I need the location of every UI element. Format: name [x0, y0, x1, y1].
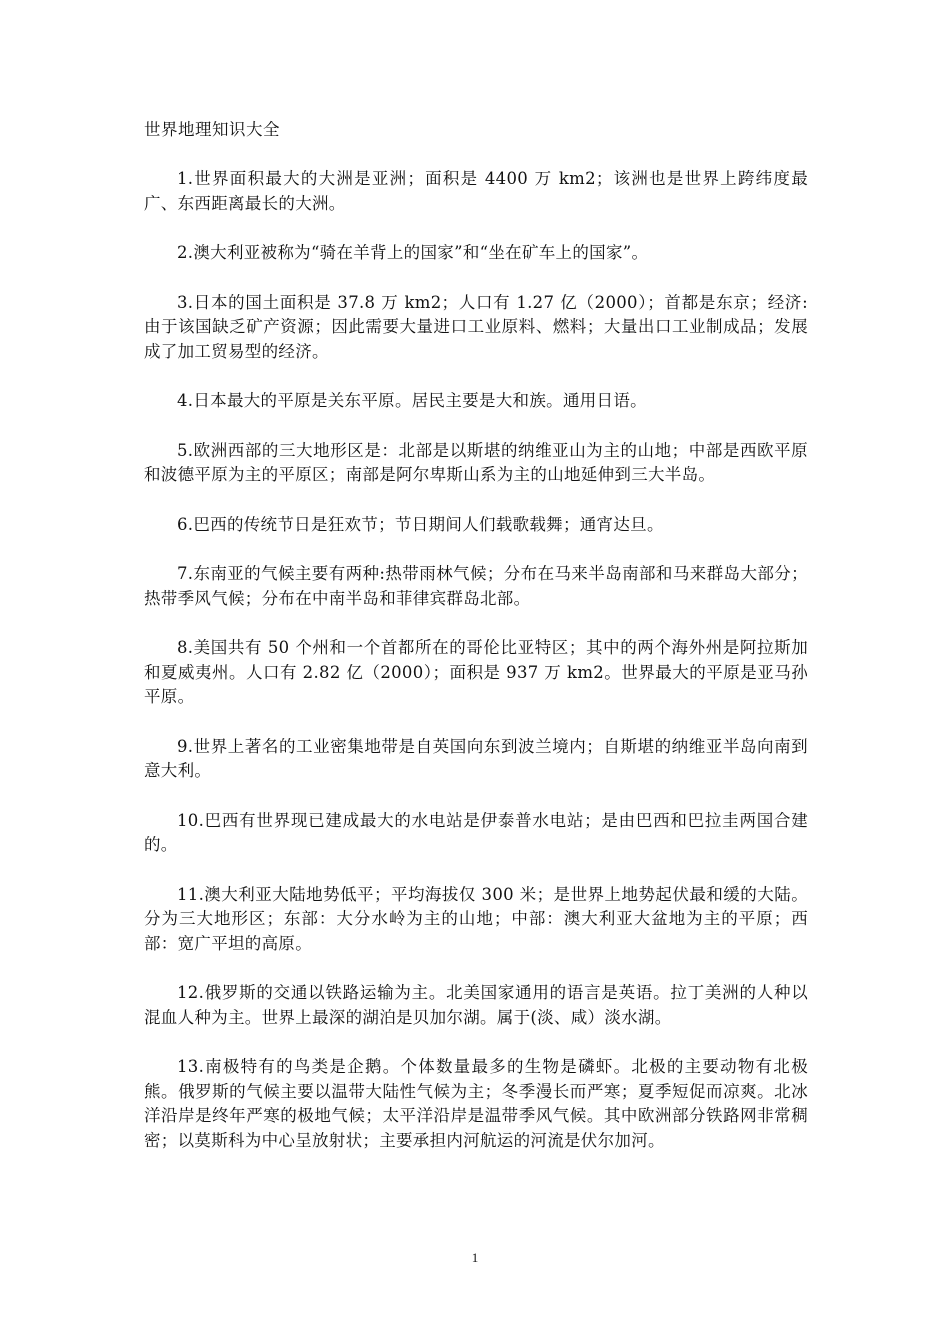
document-title: 世界地理知识大全: [144, 120, 280, 139]
paragraph-3: 3.日本的国土面积是 37.8 万 km2；人口有 1.27 亿（2000）；首都是东京；经济:由于该国缺乏矿产资源；因此需要大量进口工业原料、燃料；大量出口工业制成品；发展成了加工贸易型的经济。: [144, 292, 808, 361]
paragraph-4: 4.日本最大的平原是关东平原。居民主要是大和族。通用日语。: [177, 391, 647, 410]
paragraph-6: 6.巴西的传统节日是狂欢节；节日期间人们载歌载舞；通宵达旦。: [177, 514, 664, 534]
paragraph-9: 9.世界上著名的工业密集地带是自英国向东到波兰境内；自斯堪的纳维亚半岛向南到意大利。: [144, 736, 808, 780]
paragraph-11: 11.澳大利亚大陆地势低平；平均海拔仅 300 米；是世界上地势起伏最和缓的大陆。分为三大地形区；东部：大分水岭为主的山地；中部：澳大利亚大盆地为主的平原；西部：宽广平坦的高原。: [144, 884, 808, 953]
paragraph-13: 13.南极特有的鸟类是企鹅。个体数量最多的生物是磷虾。北极的主要动物有北极熊。俄罗斯的气候主要以温带大陆性气候为主；冬季漫长而严寒；夏季短促而凉爽。北冰洋沿岸是终年严寒的极地气候；太平洋沿岸是温带季风气候。其中欧洲部分铁路网非常稠密；以莫斯科为中心呈放射状；主要承担内河航运的河流是伏尔加河。: [144, 1057, 808, 1150]
paragraph-8: 8.美国共有 50 个州和一个首都所在的哥伦比亚特区；其中的两个海外州是阿拉斯加和夏威夷州。人口有 2.82 亿（2000）；面积是 937 万 km2。世界最大的平原是亚马孙平原。: [144, 638, 808, 706]
paragraph-12: 12.俄罗斯的交通以铁路运输为主。北美国家通用的语言是英语。拉丁美洲的人种以混血人种为主。世界上最深的湖泊是贝加尔湖。属于(淡、咸）淡水湖。: [144, 983, 808, 1027]
paragraph-5: 5.欧洲西部的三大地形区是：北部是以斯堪的纳维亚山为主的山地；中部是西欧平原和波德平原为主的平原区；南部是阿尔卑斯山系为主的山地延伸到三大半岛。: [144, 440, 808, 484]
page-number: 1: [471, 1250, 479, 1265]
paragraph-7: 7.东南亚的气候主要有两种:热带雨林气候；分布在马来半岛南部和马来群岛大部分；热带季风气候；分布在中南半岛和菲律宾群岛北部。: [144, 564, 808, 608]
document-page: [144, 118, 808, 1178]
paragraph-1: 1.世界面积最大的大洲是亚洲；面积是 4400 万 km2；该洲也是世界上跨纬度最广、东西距离最长的大洲。: [144, 169, 808, 213]
paragraph-2: 2.澳大利亚被称为“骑在羊背上的国家”和“坐在矿车上的国家”。: [177, 243, 649, 262]
paragraph-10: 10.巴西有世界现已建成最大的水电站是伊泰普水电站；是由巴西和巴拉圭两国合建的。: [144, 810, 808, 854]
